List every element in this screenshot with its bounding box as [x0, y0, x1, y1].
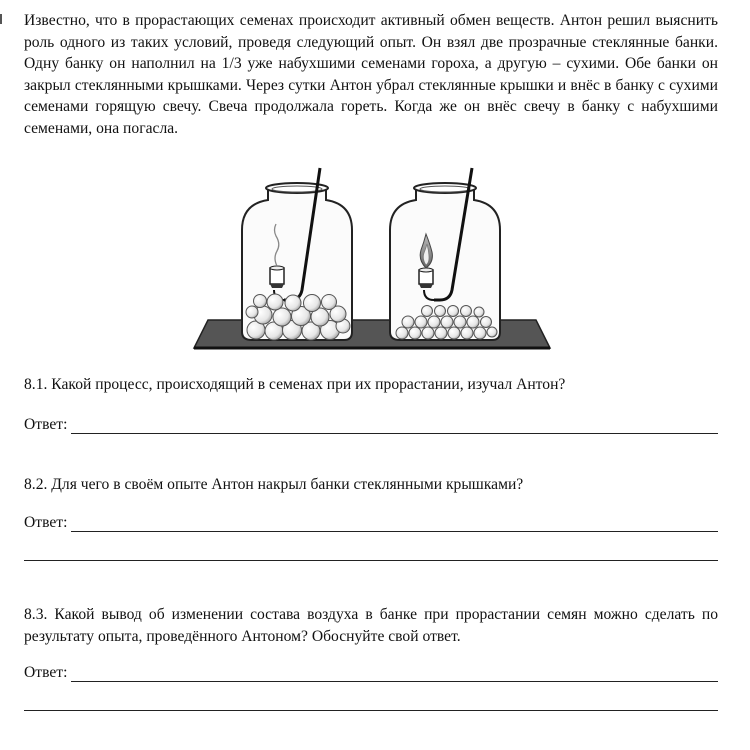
intro-text: Известно, что в прорастающих семенах происходит активный обмен веществ. Антон решил выяснить роль одного из таких условий, проведя следующий опыт. Он взял две прозрачные стеклянные банки. Одну банку он наполнил на 1/3 уже набухшими семенами гороха, а другую – сухими. Обе банки он закрыл стеклянными крышками. Через сутки Антон убрал стеклянные крышки и внёс в банку с сухими семенами горящую свечу. Свеча продолжала гореть. Когда же он внёс свечу в банку с набухшими семенами, она погасла.	[24, 12, 718, 137]
answer-line-8-2-extra[interactable]	[24, 560, 718, 561]
question-8-1: 8.1. Какой процесс, происходящий в семенах при их прорастании, изучал Антон?	[24, 376, 566, 393]
answer-row-8-2	[24, 514, 718, 532]
experiment-illustration	[190, 160, 552, 360]
answer-line-8-1[interactable]	[71, 418, 718, 434]
answer-line-8-2[interactable]	[71, 516, 718, 532]
answer-line-8-3-extra[interactable]	[24, 710, 718, 711]
answer-row-8-1	[24, 416, 718, 434]
answer-label: Ответ:	[24, 416, 68, 433]
jar-swollen-seeds	[242, 168, 352, 340]
answer-line-8-3[interactable]	[71, 666, 718, 682]
answer-row-8-3	[24, 664, 718, 682]
page-edge-mark	[0, 14, 2, 24]
answer-label: Ответ:	[24, 514, 68, 531]
answer-label: Ответ:	[24, 664, 68, 681]
question-8-2: 8.2. Для чего в своём опыте Антон накрыл банки стеклянными крышками?	[24, 476, 524, 493]
jar-dry-seeds	[390, 168, 500, 340]
question-8-3: 8.3. Какой вывод об изменении состава воздуха в банке при прорастании семян можно сделать по результату опыта, проведённого Антоном? Обоснуйте свой ответ.	[24, 606, 718, 645]
